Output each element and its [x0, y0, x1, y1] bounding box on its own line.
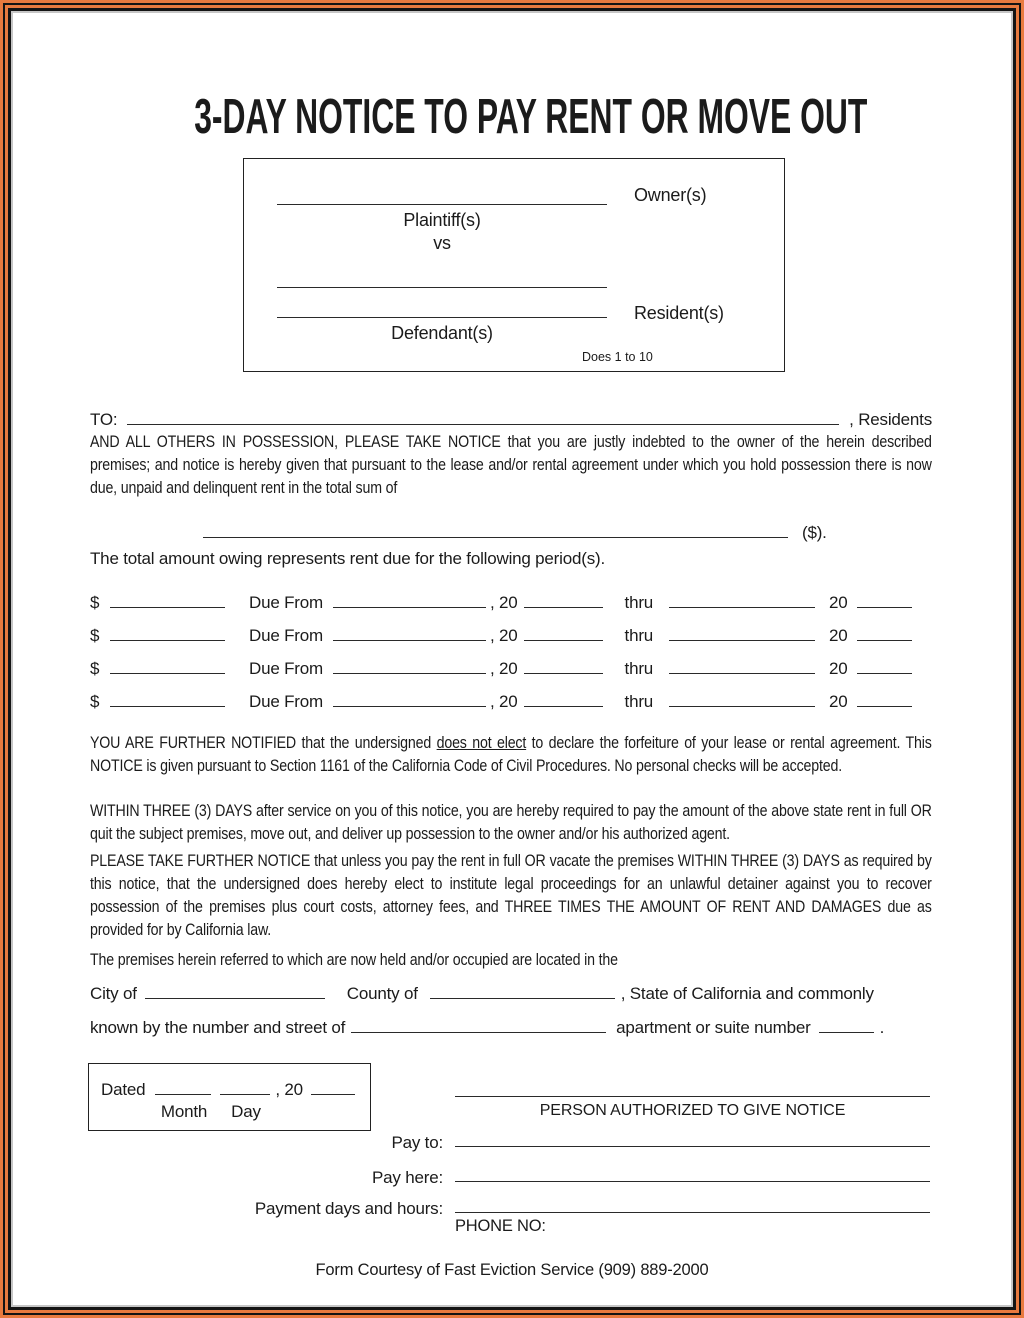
- defendant-label: Defendant(s): [391, 323, 493, 343]
- street-blank: [351, 1030, 606, 1033]
- pay-to-label: Pay to:: [391, 1133, 443, 1152]
- comma-20-label: , 20: [489, 659, 518, 678]
- street-apartment-line: [90, 1016, 884, 1039]
- thru-date-blank: [669, 638, 815, 641]
- pay-here-label: Pay here:: [372, 1168, 443, 1187]
- dollar-sign: $: [90, 659, 100, 678]
- rent-row-1: [90, 591, 912, 614]
- sum-blank: [203, 535, 788, 538]
- premises-line: The premises herein referred to which are now held and/or occupied are located in the: [90, 950, 618, 969]
- period-label: .: [879, 1018, 885, 1037]
- amount-blank: [110, 605, 225, 608]
- month-blank: [155, 1092, 211, 1095]
- page-title: 3-DAY NOTICE TO PAY RENT OR MOVE OUT: [194, 90, 868, 144]
- dated-label: Dated: [101, 1080, 146, 1099]
- from-date-blank: [333, 671, 486, 674]
- plaintiff-blank-line: [277, 204, 607, 205]
- thru-date-blank: [669, 671, 815, 674]
- city-of-label: City of: [90, 984, 137, 1003]
- payment-days-hours-label: Payment days and hours:: [254, 1199, 443, 1218]
- to-line: [90, 408, 932, 431]
- total-amount-text: The total amount owing represents rent due for the following period(s).: [90, 549, 605, 568]
- possession-notice-paragraph: AND ALL OTHERS IN POSSESSION, PLEASE TAKE NOTICE that you are justly indebted to the owner of the herein described premises; and notice is hereby given that pursuant to the lease and/or rental agreement under which you hold possession there is now due, unpaid and delinquent rent in the total sum of: [90, 432, 932, 497]
- thru-label: thru: [624, 626, 654, 645]
- please-take-notice-paragraph: PLEASE TAKE FURTHER NOTICE that unless you pay the rent in full OR vacate the premises WITHIN THREE (3) DAYS as required by this notice, that the undersigned does hereby elect to institute legal proceedings for an unlawful detainer against you to recover possession of the premises plus court costs, attorney fees, and THREE TIMES THE AMOUNT OF RENT AND DAMAGES due as provided for by California law.: [90, 851, 932, 939]
- from-date-blank: [333, 605, 486, 608]
- day-label: Day: [231, 1102, 261, 1121]
- signature-blank-line: [455, 1096, 930, 1097]
- from-year-blank: [524, 671, 603, 674]
- from-year-blank: [524, 605, 603, 608]
- twenty-label: 20: [829, 593, 848, 612]
- further-notified-suffix: to declare the forfeiture of your lease or rental agreement. This NOTICE is given pursuant to Section 1161 of the California Code of Civil Procedures. No personal checks will be accepted.: [90, 733, 932, 775]
- page-title-wrap: [13, 89, 1011, 145]
- month-label: Month: [160, 1102, 208, 1121]
- rent-row-4: [90, 690, 912, 713]
- rent-row-3: [90, 657, 912, 680]
- city-blank: [145, 996, 325, 999]
- further-notified-prefix: YOU ARE FURTHER NOTIFIED that the undersigned: [90, 733, 437, 752]
- county-of-label: County of: [346, 984, 418, 1003]
- does-label: Does 1 to 10: [582, 350, 653, 364]
- person-authorized-label: PERSON AUTHORIZED TO GIVE NOTICE: [539, 1102, 846, 1119]
- from-year-blank: [524, 638, 603, 641]
- further-notified-paragraph: [90, 731, 932, 777]
- dated-row: [89, 1064, 370, 1100]
- caption-box: [243, 158, 785, 372]
- to-blank: [127, 422, 839, 425]
- dollar-sign: $: [90, 593, 100, 612]
- plaintiff-label: Plaintiff(s): [403, 210, 481, 230]
- form-sheet: [13, 13, 1011, 1305]
- dollar-sign: $: [90, 692, 100, 711]
- owner-label: Owner(s): [634, 185, 707, 205]
- dated-comma-20-label: , 20: [275, 1080, 303, 1099]
- thru-label: thru: [624, 659, 654, 678]
- amount-blank: [110, 704, 225, 707]
- form-courtesy-footer: Form Courtesy of Fast Eviction Service (909) 889-2000: [315, 1261, 709, 1279]
- dated-box: [88, 1063, 371, 1131]
- thru-date-blank: [669, 605, 815, 608]
- twenty-label: 20: [829, 659, 848, 678]
- comma-20-label: , 20: [489, 593, 518, 612]
- county-blank: [430, 996, 615, 999]
- dollar-sign: $: [90, 626, 100, 645]
- residents-label: , Residents: [849, 410, 932, 429]
- apartment-label: apartment or suite number: [616, 1018, 811, 1037]
- city-county-line: [90, 982, 874, 1005]
- within-three-days-paragraph: WITHIN THREE (3) DAYS after service on you of this notice, you are hereby required to pay the amount of the above state rent in full OR quit the subject premises, move out, and deliver up possession to the owner and/or his authorized agent.: [90, 801, 932, 843]
- street-label: known by the number and street of: [90, 1018, 346, 1037]
- phone-no-label: PHONE NO:: [455, 1217, 546, 1235]
- to-label: TO:: [90, 410, 118, 429]
- thru-label: thru: [624, 593, 654, 612]
- from-date-blank: [333, 704, 486, 707]
- twenty-label: 20: [829, 626, 848, 645]
- due-from-label: Due From: [249, 692, 323, 711]
- due-from-label: Due From: [249, 626, 323, 645]
- payment-days-blank-line: [455, 1212, 930, 1213]
- apartment-blank: [819, 1030, 874, 1033]
- vs-label: vs: [433, 233, 451, 253]
- thru-date-blank: [669, 704, 815, 707]
- state-of-california-label: , State of California and commonly: [620, 984, 874, 1003]
- resident-label: Resident(s): [634, 303, 724, 323]
- from-year-blank: [524, 704, 603, 707]
- pay-to-blank-line: [455, 1146, 930, 1147]
- thru-year-blank: [857, 704, 912, 707]
- due-from-label: Due From: [249, 593, 323, 612]
- pay-here-blank-line: [455, 1181, 930, 1182]
- twenty-label: 20: [829, 692, 848, 711]
- from-date-blank: [333, 638, 486, 641]
- thru-year-blank: [857, 605, 912, 608]
- thru-label: thru: [624, 692, 654, 711]
- comma-20-label: , 20: [489, 692, 518, 711]
- due-from-label: Due From: [249, 659, 323, 678]
- thru-year-blank: [857, 638, 912, 641]
- comma-20-label: , 20: [489, 626, 518, 645]
- year-blank: [311, 1092, 355, 1095]
- sum-line: [203, 521, 827, 544]
- does-not-elect-underlined: does not elect: [436, 733, 527, 752]
- total-amount-line: [90, 547, 605, 570]
- thru-year-blank: [857, 671, 912, 674]
- amount-blank: [110, 638, 225, 641]
- defendant-blank-line-2: [277, 317, 607, 318]
- dollar-paren-label: ($).: [802, 523, 827, 542]
- amount-blank: [110, 671, 225, 674]
- defendant-blank-line-1: [277, 287, 607, 288]
- day-blank: [220, 1092, 270, 1095]
- rent-row-2: [90, 624, 912, 647]
